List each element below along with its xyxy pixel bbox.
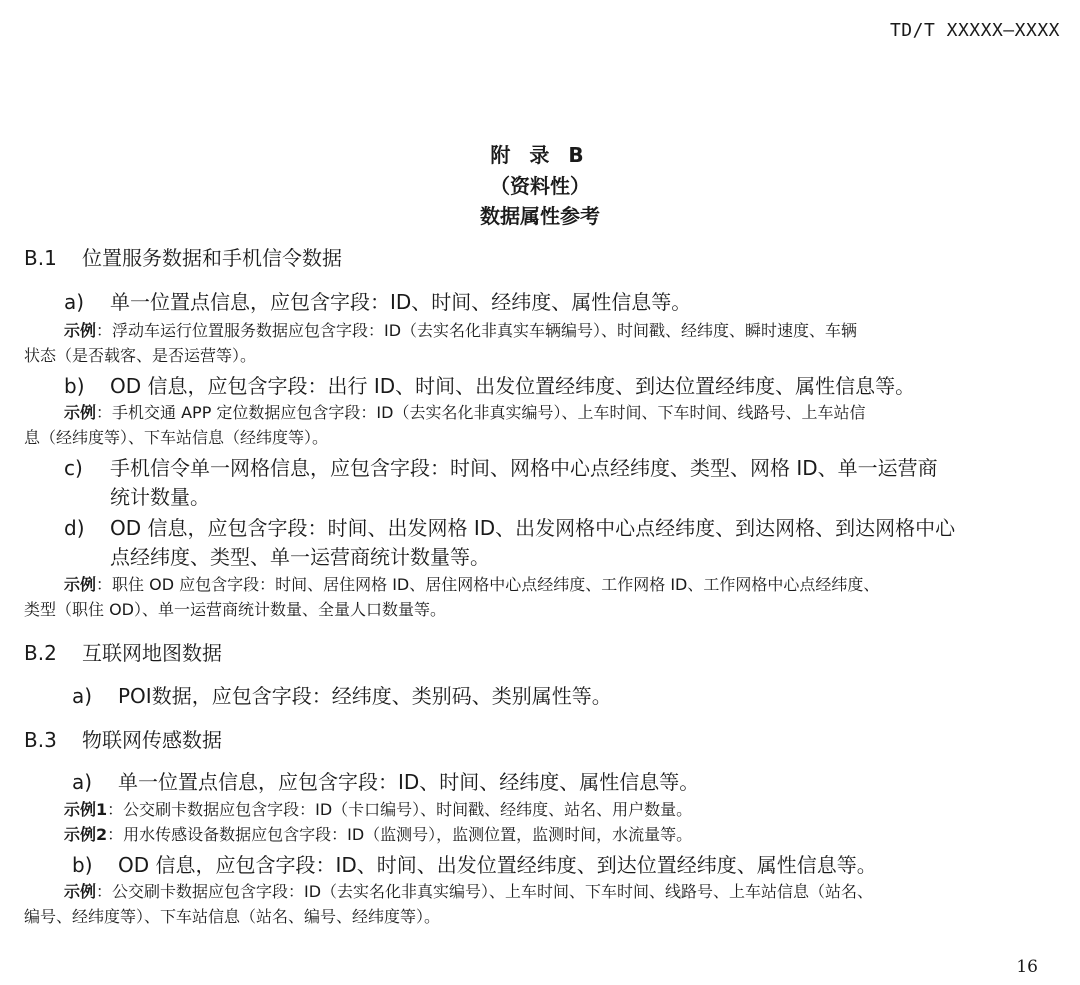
list-marker: c): [64, 456, 83, 480]
section-title: 物联网传感数据: [82, 728, 222, 752]
example-label: 示例2: [64, 825, 108, 844]
section-heading-b1: [24, 242, 342, 271]
example-label: 示例: [64, 403, 97, 422]
example-b1-a: [64, 318, 857, 341]
list-text: 单一位置点信息，应包含字段：ID、时间、经纬度、属性信息等。: [110, 290, 692, 314]
example-1-b3-a: [64, 797, 692, 820]
list-marker: b): [72, 853, 93, 877]
example-text: ：手机交通 APP 定位数据应包含字段：ID（去实名化非真实编号）、上车时间、下车时间、线路号、上车站信: [96, 403, 866, 422]
list-item-b1-a: [64, 286, 691, 315]
section-number: B.3: [24, 728, 57, 752]
example-text-continued: 状态（是否载客、是否运营等）。: [24, 346, 257, 365]
list-marker: d): [64, 516, 85, 540]
list-marker: a): [72, 684, 93, 708]
example-2-b3-a: [64, 822, 692, 845]
section-number: B.1: [24, 246, 57, 270]
list-text: 单一位置点信息，应包含字段：ID、时间、经纬度、属性信息等。: [118, 770, 700, 794]
appendix-title: 附 录 B: [490, 143, 590, 167]
list-text-continued: 点经纬度、类型、单一运营商统计数量等。: [110, 545, 490, 569]
example-text: ：职住 OD 应包含字段：时间、居住网格 ID、居住网格中心点经纬度、工作网格 ID、工作网格中心点经纬度、: [96, 575, 880, 594]
list-item-b1-d: [64, 512, 955, 541]
example-text: ：用水传感设备数据应包含字段：ID（监测号），监测位置，监测时间，水流量等。: [107, 825, 693, 844]
list-item-b2-a: [72, 680, 612, 709]
example-label: 示例: [64, 321, 97, 340]
example-b1-d: [64, 572, 879, 595]
example-text-continued: 编号、经纬度等）、下车站信息（站名、编号、经纬度等）。: [24, 907, 441, 926]
section-number: B.2: [24, 641, 57, 665]
list-text: 手机信令单一网格信息，应包含字段：时间、网格中心点经纬度、类型、网格 ID、单一运营商: [110, 456, 938, 480]
appendix-nature: （资料性）: [490, 174, 590, 198]
example-b1-b: [64, 400, 865, 423]
section-title: 位置服务数据和手机信令数据: [82, 246, 342, 270]
list-marker: b): [64, 374, 85, 398]
example-text-continued: 类型（职住 OD）、单一运营商统计数量、全量人口数量等。: [24, 600, 447, 619]
document-number: TD/T XXXXX—XXXX: [889, 20, 1060, 41]
example-text-continued: 息（经纬度等）、下车站信息（经纬度等）。: [24, 428, 329, 447]
list-text: OD 信息，应包含字段：出行 ID、时间、出发位置经纬度、到达位置经纬度、属性信息等。: [110, 374, 916, 398]
list-text-continued: 统计数量。: [110, 485, 210, 509]
section-heading-b2: [24, 637, 222, 666]
example-label: 示例: [64, 882, 97, 901]
list-item-b1-c: [64, 452, 938, 481]
example-text: ：浮动车运行位置服务数据应包含字段：ID（去实名化非真实车辆编号）、时间戳、经纬度、瞬时速度、车辆: [96, 321, 858, 340]
list-item-b3-b: [72, 849, 877, 878]
list-text: POI数据，应包含字段：经纬度、类别码、类别属性等。: [118, 684, 612, 708]
list-text: OD 信息，应包含字段：时间、出发网格 ID、出发网格中心点经纬度、到达网格、到达网格中心: [110, 516, 956, 540]
example-label: 示例: [64, 575, 97, 594]
example-text: ：公交刷卡数据应包含字段：ID（卡口编号）、时间戳、经纬度、站名、用户数量。: [107, 800, 693, 819]
example-label: 示例1: [64, 800, 108, 819]
section-heading-b3: [24, 724, 222, 753]
list-text: OD 信息，应包含字段：ID、时间、出发位置经纬度、到达位置经纬度、属性信息等。: [118, 853, 877, 877]
section-title: 互联网地图数据: [82, 641, 222, 665]
example-b3-b: [64, 879, 873, 902]
page-number: 16: [1016, 957, 1038, 977]
example-text: ：公交刷卡数据应包含字段：ID（去实名化非真实编号）、上车时间、下车时间、线路号、上车站信息（站名、: [96, 882, 874, 901]
appendix-subtitle: 数据属性参考: [480, 204, 600, 228]
list-item-b3-a: [72, 766, 699, 795]
list-marker: a): [64, 290, 85, 314]
list-item-b1-b: [64, 370, 915, 399]
list-marker: a): [72, 770, 93, 794]
